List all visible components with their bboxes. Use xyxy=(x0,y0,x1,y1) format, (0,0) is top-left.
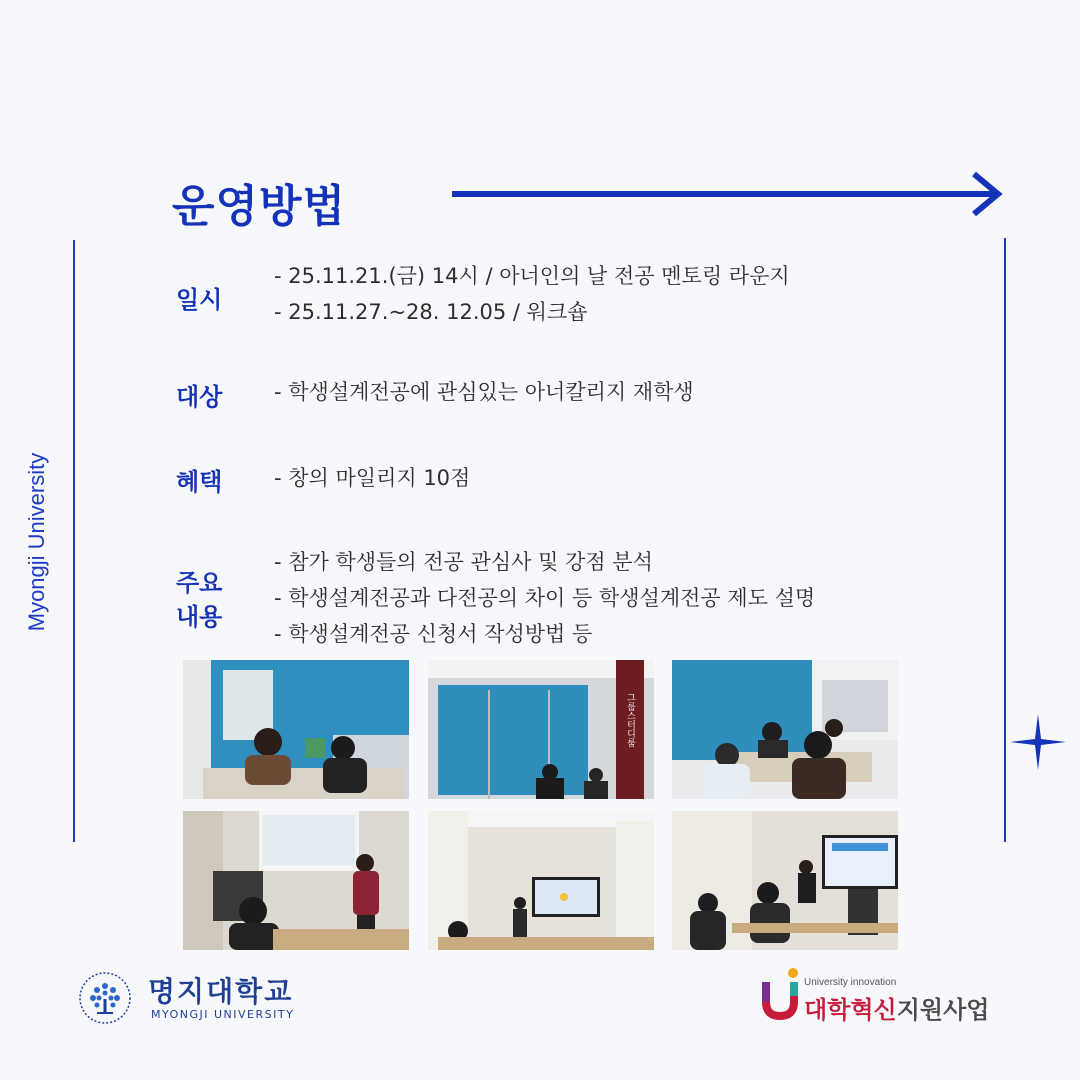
left-divider xyxy=(73,240,75,842)
program-name-highlight: 대학혁신 xyxy=(804,996,897,1024)
innovation-logo-icon xyxy=(760,966,804,1020)
side-university-label: Myongji University xyxy=(24,452,49,632)
label-line: 내용 xyxy=(176,603,223,631)
section-items-date xyxy=(274,258,790,330)
university-name-english: MYONGJI UNIVERSITY xyxy=(151,1008,295,1021)
list-item: - 25.11.21.(금) 14시 / 아너인의 날 전공 멘토링 라운지 xyxy=(274,264,790,288)
event-photo xyxy=(428,660,654,799)
label-line: 주요 xyxy=(176,569,223,597)
section-label-benefit: 혜택 xyxy=(176,468,223,496)
innovation-program-name xyxy=(804,990,990,1025)
page-title: 운영방법 xyxy=(172,181,347,232)
myongji-emblem-icon xyxy=(78,968,132,1040)
list-item: - 참가 학생들의 전공 관심사 및 강점 분석 xyxy=(274,550,653,574)
room-sign-text: 그룹스터디룸 xyxy=(625,693,635,747)
program-name-rest: 지원사업 xyxy=(896,996,990,1024)
section-items-content xyxy=(274,544,815,652)
list-item: - 학생설계전공 신청서 작성방법 등 xyxy=(274,622,593,646)
section-label-target: 대상 xyxy=(176,383,223,411)
section-label-content xyxy=(176,566,222,634)
event-photo xyxy=(672,811,898,950)
event-photo xyxy=(183,811,409,950)
list-item: - 학생설계전공과 다전공의 차이 등 학생설계전공 제도 설명 xyxy=(274,586,816,610)
section-label-date: 일시 xyxy=(176,286,223,314)
event-photo xyxy=(428,811,654,950)
section-items-target xyxy=(274,374,694,410)
section-items-benefit xyxy=(274,460,470,496)
list-item: - 25.11.27.~28. 12.05 / 워크숍 xyxy=(274,300,588,324)
right-arrow-icon xyxy=(450,168,1010,224)
event-photo xyxy=(183,660,409,799)
innovation-tagline: University innovation xyxy=(804,977,897,988)
right-divider xyxy=(1004,238,1006,842)
sparkle-icon xyxy=(1008,712,1068,772)
event-photo xyxy=(672,660,898,799)
list-item: - 학생설계전공에 관심있는 아너칼리지 재학생 xyxy=(274,380,694,404)
list-item: - 창의 마일리지 10점 xyxy=(274,466,471,490)
university-name: 명지대학교 xyxy=(148,975,294,1008)
